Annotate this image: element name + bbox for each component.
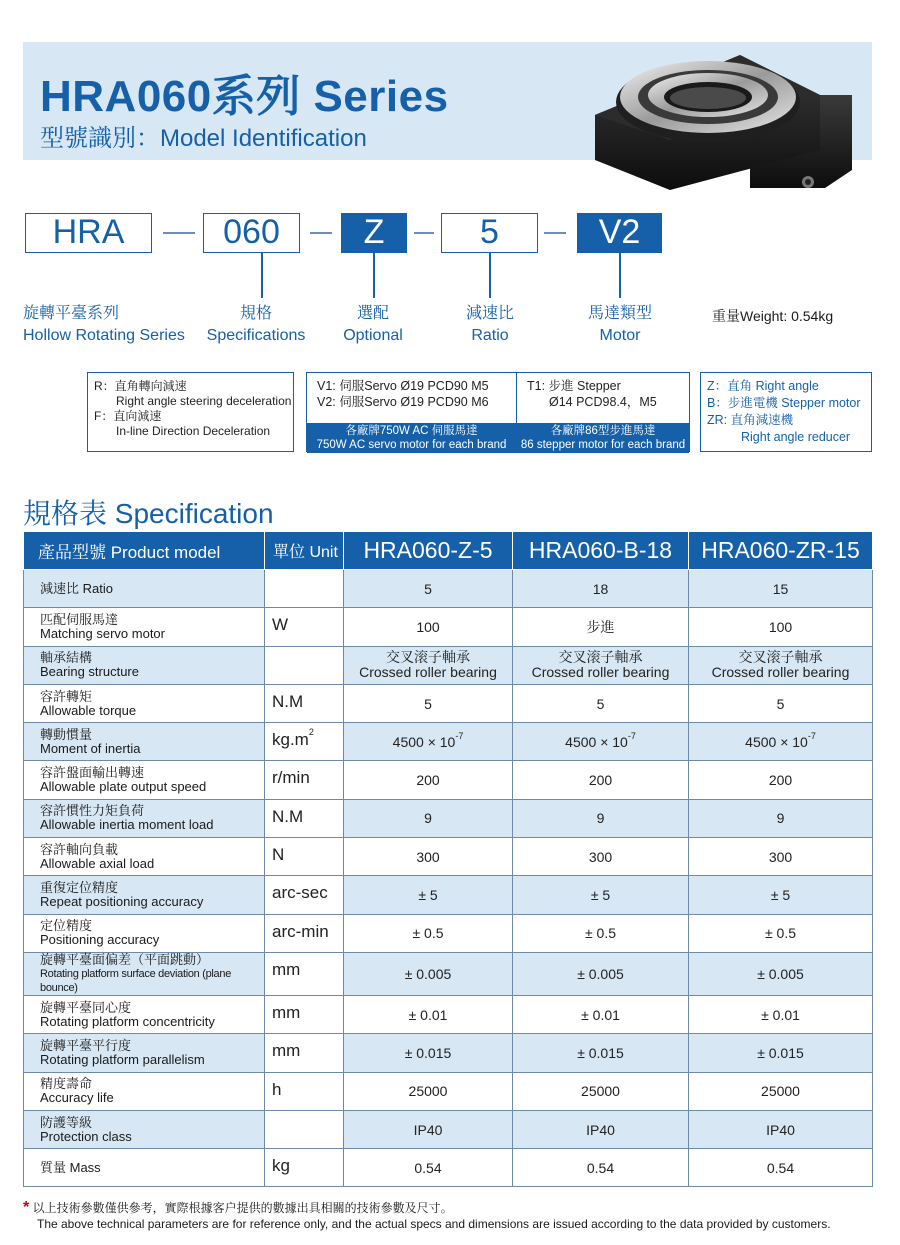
label-optional-zh: 選配 bbox=[356, 305, 389, 322]
param-value-text: 4500 × 10 bbox=[745, 733, 808, 750]
param-value-text: ± 0.005 bbox=[404, 965, 452, 982]
param-value bbox=[344, 1149, 513, 1187]
param-value-text: 4500 × 10 bbox=[565, 733, 628, 750]
header-model: HRA060-B-18 bbox=[513, 532, 689, 570]
param-value-text: ± 0.01 bbox=[581, 1006, 620, 1023]
note-t1: T1: 步進 Stepper bbox=[527, 379, 621, 393]
param-value bbox=[689, 952, 873, 995]
param-name-zh: 容許軸向負載 bbox=[40, 841, 119, 857]
param-value bbox=[689, 1149, 873, 1187]
table-row bbox=[24, 570, 873, 608]
note-t1b: Ø14 PCD98.4，M5 bbox=[549, 395, 657, 409]
param-value bbox=[689, 684, 873, 722]
label-spec-zh: 規格 bbox=[239, 305, 272, 322]
param-value bbox=[689, 570, 873, 608]
table-row bbox=[24, 799, 873, 837]
param-name-en: Rotating platform concentricity bbox=[40, 1013, 215, 1029]
param-unit-text: N.M bbox=[272, 806, 304, 826]
param-value bbox=[513, 1034, 689, 1072]
param-value-text: ± 5 bbox=[590, 887, 611, 904]
param-value-text: 25000 bbox=[761, 1083, 800, 1100]
param-value bbox=[689, 761, 873, 799]
param-name-zh: 軸承結構 bbox=[40, 650, 93, 666]
param-value bbox=[344, 761, 513, 799]
param-unit-text: N.M bbox=[272, 691, 304, 711]
code-dash bbox=[163, 232, 195, 234]
connector-line bbox=[261, 253, 263, 298]
connector-line bbox=[489, 253, 491, 298]
table-row bbox=[24, 646, 873, 684]
table-row bbox=[24, 952, 873, 995]
param-value-text: IP40 bbox=[586, 1121, 615, 1138]
param-name-en: Allowable axial load bbox=[40, 855, 155, 871]
param-value-text: 200 bbox=[416, 772, 440, 789]
note-v1: V1: 伺服Servo Ø19 PCD90 M5 bbox=[317, 379, 489, 393]
param-unit bbox=[265, 684, 344, 722]
param-value-line: Crossed roller bearing bbox=[359, 664, 497, 681]
param-value bbox=[344, 838, 513, 876]
param-value-text: ± 5 bbox=[418, 887, 438, 904]
label-motor-zh: 馬達類型 bbox=[587, 305, 652, 322]
param-name bbox=[24, 684, 265, 722]
param-name-zh: 精度壽命 bbox=[40, 1076, 93, 1092]
param-unit bbox=[265, 799, 344, 837]
param-value-text: 0.54 bbox=[766, 1159, 795, 1176]
param-value-sup: -7 bbox=[455, 730, 464, 741]
param-unit-text: r/min bbox=[272, 768, 310, 788]
param-value-text: 100 bbox=[768, 618, 793, 635]
param-unit bbox=[265, 646, 344, 684]
param-name-en: Rotating platform parallelism bbox=[40, 1051, 205, 1067]
param-unit-text: mm bbox=[272, 1041, 301, 1061]
label-optional bbox=[323, 303, 423, 347]
param-unit-text: mm bbox=[272, 1002, 301, 1022]
param-value bbox=[689, 995, 873, 1033]
param-value bbox=[344, 995, 513, 1033]
note-servo-band bbox=[307, 423, 516, 453]
note-v2: V2: 伺服Servo Ø19 PCD90 M6 bbox=[317, 395, 489, 409]
param-unit-text: mm bbox=[272, 959, 301, 979]
param-value bbox=[513, 608, 689, 646]
note-servo bbox=[307, 373, 517, 453]
param-value-text: 步進 bbox=[586, 618, 615, 635]
param-unit bbox=[265, 570, 344, 608]
label-ratio-zh: 減速比 bbox=[465, 305, 514, 322]
param-name-zh: 減速比 Ratio bbox=[40, 580, 113, 596]
note-f-en: In-line Direction Deceleration bbox=[116, 424, 271, 438]
spec-header-row bbox=[24, 532, 873, 570]
param-unit-sup: 2 bbox=[308, 727, 314, 738]
param-value-text: 200 bbox=[588, 772, 613, 789]
param-value bbox=[344, 1110, 513, 1148]
param-value-text: 4500 × 10 bbox=[392, 733, 456, 750]
connector-line bbox=[619, 253, 621, 298]
param-unit-text: h bbox=[272, 1079, 282, 1099]
label-optional-en: Optional bbox=[343, 327, 403, 344]
connector-line bbox=[373, 253, 375, 298]
param-name-en: Bearing structure bbox=[40, 664, 139, 680]
param-value bbox=[689, 914, 873, 952]
param-name bbox=[24, 1072, 265, 1110]
param-value bbox=[689, 646, 873, 684]
param-unit bbox=[265, 914, 344, 952]
header-model: HRA060-ZR-15 bbox=[689, 532, 873, 570]
footnote bbox=[23, 1200, 831, 1232]
note-zr: ZR: 直角減速機 bbox=[707, 413, 794, 427]
param-value bbox=[513, 995, 689, 1033]
param-value bbox=[513, 1072, 689, 1110]
label-series bbox=[23, 303, 193, 347]
param-name-en: Protection class bbox=[40, 1128, 132, 1144]
param-value bbox=[344, 570, 513, 608]
param-value bbox=[689, 608, 873, 646]
param-unit bbox=[265, 723, 344, 761]
param-value bbox=[689, 723, 873, 761]
param-value bbox=[344, 1072, 513, 1110]
param-value bbox=[513, 876, 689, 914]
label-motor bbox=[570, 303, 670, 347]
param-value-text: 5 bbox=[424, 695, 432, 712]
param-value bbox=[689, 1034, 873, 1072]
param-name bbox=[24, 723, 265, 761]
footnote-star: * bbox=[23, 1199, 30, 1216]
note-servo-band-zh: 各廠牌750W AC 伺服馬達 bbox=[345, 425, 478, 437]
param-value bbox=[344, 1034, 513, 1072]
note-direction bbox=[87, 372, 294, 452]
param-name bbox=[24, 1149, 265, 1187]
param-value-text: 9 bbox=[596, 810, 605, 827]
param-name-zh: 旋轉平臺平行度 bbox=[40, 1037, 132, 1053]
param-value bbox=[513, 799, 689, 837]
param-name-en: Moment of inertia bbox=[40, 740, 141, 756]
code-dash bbox=[310, 232, 332, 234]
param-value bbox=[513, 952, 689, 995]
param-name-zh: 質量 Mass bbox=[40, 1159, 101, 1175]
param-name-en: Repeat positioning accuracy bbox=[40, 894, 204, 910]
param-value-text: 0.54 bbox=[586, 1159, 615, 1176]
param-value bbox=[513, 838, 689, 876]
param-value bbox=[689, 876, 873, 914]
param-unit bbox=[265, 761, 344, 799]
param-value bbox=[689, 1072, 873, 1110]
param-value-text: ± 0.5 bbox=[584, 925, 617, 942]
note-stepper-band-en: 86 stepper motor for each brand bbox=[520, 439, 686, 451]
param-value-text: ± 5 bbox=[770, 887, 791, 904]
param-value-line: 交叉滚子軸承 bbox=[558, 649, 643, 666]
param-name-en: Positioning accuracy bbox=[40, 932, 160, 948]
param-name bbox=[24, 876, 265, 914]
param-name-zh: 防護等級 bbox=[40, 1114, 93, 1130]
param-unit-text: N bbox=[272, 845, 285, 865]
label-spec bbox=[196, 303, 316, 347]
note-servo-band-en: 750W AC servo motor for each brand bbox=[316, 439, 507, 451]
code-box-motor: V2 bbox=[577, 213, 662, 253]
param-value-sup: -7 bbox=[807, 730, 816, 741]
param-unit-text: arc-min bbox=[272, 921, 329, 941]
label-spec-en: Specifications bbox=[206, 327, 306, 344]
param-name bbox=[24, 952, 265, 995]
label-ratio-en: Ratio bbox=[471, 327, 509, 344]
param-unit bbox=[265, 952, 344, 995]
param-value-text: 18 bbox=[592, 580, 609, 597]
param-unit bbox=[265, 1110, 344, 1148]
param-value-line: 交叉滚子軸承 bbox=[738, 649, 823, 666]
param-value-text: 300 bbox=[768, 848, 793, 865]
header-model: HRA060-Z-5 bbox=[344, 532, 513, 570]
param-value-sup: -7 bbox=[627, 730, 636, 741]
param-value-line: Crossed roller bearing bbox=[531, 664, 670, 681]
label-ratio bbox=[440, 303, 540, 347]
code-box-optional: Z bbox=[341, 213, 407, 253]
footnote-en: The above technical parameters are for reference only, and the actual specs and dimensions are issued according to the data provided by customers. bbox=[37, 1217, 831, 1231]
table-row bbox=[24, 995, 873, 1033]
label-series-en: Hollow Rotating Series bbox=[23, 327, 185, 344]
param-value-text: 25000 bbox=[581, 1083, 620, 1100]
param-value-text: 300 bbox=[588, 848, 613, 865]
table-row bbox=[24, 876, 873, 914]
param-name-zh: 旋轉平臺同心度 bbox=[40, 999, 132, 1015]
note-r-en: Right angle steering deceleration bbox=[116, 394, 292, 408]
code-box-ratio: 5 bbox=[441, 213, 538, 253]
param-name bbox=[24, 646, 265, 684]
note-b: B：步進電機 Stepper motor bbox=[707, 396, 861, 410]
table-row bbox=[24, 1072, 873, 1110]
note-z: Z：直角 Right angle bbox=[707, 379, 819, 393]
param-name-en: Allowable plate output speed bbox=[40, 779, 207, 795]
param-value-text: ± 0.5 bbox=[764, 925, 797, 942]
param-value-text: 300 bbox=[416, 848, 440, 865]
table-row bbox=[24, 1149, 873, 1187]
param-unit bbox=[265, 876, 344, 914]
param-unit bbox=[265, 608, 344, 646]
param-value-text: 5 bbox=[776, 695, 785, 712]
param-value-text: ± 0.01 bbox=[761, 1006, 800, 1023]
param-value-text: IP40 bbox=[413, 1121, 443, 1138]
param-value bbox=[513, 684, 689, 722]
param-value bbox=[344, 684, 513, 722]
label-series-zh: 旋轉平臺系列 bbox=[23, 305, 120, 322]
code-dash bbox=[544, 232, 566, 234]
param-name-zh: 轉動慣量 bbox=[40, 726, 93, 742]
param-value-text: 9 bbox=[776, 810, 785, 827]
param-value bbox=[344, 876, 513, 914]
param-name bbox=[24, 914, 265, 952]
weight-label: 重量Weight: 0.54kg bbox=[712, 308, 834, 324]
param-value-text: 5 bbox=[424, 580, 432, 597]
param-value bbox=[513, 1110, 689, 1148]
param-unit bbox=[265, 995, 344, 1033]
table-row bbox=[24, 1034, 873, 1072]
note-optional-codes bbox=[700, 372, 872, 452]
table-row bbox=[24, 684, 873, 722]
param-name bbox=[24, 570, 265, 608]
param-name-zh: 容許盤面輸出轉速 bbox=[40, 765, 145, 781]
note-zr-en: Right angle reducer bbox=[741, 430, 851, 444]
param-value bbox=[344, 952, 513, 995]
code-box-series: HRA bbox=[25, 213, 152, 253]
param-value bbox=[513, 646, 689, 684]
param-value bbox=[344, 646, 513, 684]
product-image bbox=[590, 40, 860, 210]
param-name-en: Accuracy life bbox=[40, 1090, 114, 1106]
param-value-text: 100 bbox=[416, 618, 440, 635]
param-name bbox=[24, 1034, 265, 1072]
param-value bbox=[344, 608, 513, 646]
param-name bbox=[24, 608, 265, 646]
param-value-text: IP40 bbox=[766, 1121, 795, 1138]
param-value bbox=[344, 799, 513, 837]
page-subtitle: 型號識別：Model Identification bbox=[40, 125, 367, 152]
param-value-text: 15 bbox=[772, 580, 789, 597]
param-name-zh: 匹配伺服馬達 bbox=[40, 611, 119, 627]
param-value-text: 200 bbox=[768, 772, 793, 789]
param-name-en: Matching servo motor bbox=[40, 625, 165, 641]
param-name-zh: 重復定位精度 bbox=[40, 880, 119, 896]
param-unit-text: W bbox=[272, 615, 289, 635]
table-row bbox=[24, 838, 873, 876]
param-value-text: ± 0.5 bbox=[412, 925, 444, 942]
spec-title: 規格表 Specification bbox=[23, 498, 274, 529]
note-stepper-band bbox=[517, 423, 689, 453]
param-name-en: Allowable inertia moment load bbox=[40, 817, 214, 833]
param-value bbox=[513, 570, 689, 608]
param-unit-text: kg bbox=[272, 1156, 290, 1176]
param-value bbox=[513, 761, 689, 799]
spec-table bbox=[23, 531, 873, 1187]
header-unit: 單位 Unit bbox=[265, 532, 344, 570]
param-value-text: 25000 bbox=[408, 1083, 448, 1100]
param-value bbox=[689, 799, 873, 837]
table-row bbox=[24, 608, 873, 646]
param-value-text: ± 0.015 bbox=[577, 1044, 624, 1061]
param-value bbox=[513, 914, 689, 952]
param-name bbox=[24, 761, 265, 799]
page-title: HRA060系列 Series bbox=[40, 72, 449, 121]
param-unit-text: kg.m bbox=[272, 730, 309, 750]
table-row bbox=[24, 914, 873, 952]
param-value-text: 5 bbox=[596, 695, 605, 712]
param-name bbox=[24, 799, 265, 837]
param-name-zh: 容許慣性力矩負荷 bbox=[40, 803, 145, 819]
label-motor-en: Motor bbox=[599, 327, 641, 344]
param-unit-text: arc-sec bbox=[272, 883, 328, 903]
param-value bbox=[344, 914, 513, 952]
param-name-en: Rotating platform surface deviation (plane bounce) bbox=[40, 967, 232, 994]
param-value-text: 9 bbox=[424, 810, 432, 827]
note-motor bbox=[306, 372, 690, 452]
param-unit bbox=[265, 838, 344, 876]
param-unit bbox=[265, 1072, 344, 1110]
param-value-text: ± 0.015 bbox=[757, 1044, 804, 1061]
param-name-zh: 旋轉平臺面偏差（平面跳動） bbox=[40, 951, 210, 967]
param-name bbox=[24, 838, 265, 876]
table-row bbox=[24, 723, 873, 761]
param-value bbox=[689, 838, 873, 876]
param-value-line: Crossed roller bearing bbox=[711, 664, 850, 681]
param-value-text: ± 0.005 bbox=[757, 965, 804, 982]
param-value-text: 0.54 bbox=[414, 1159, 442, 1176]
note-r-line: R：直角轉向減速 bbox=[94, 379, 187, 393]
note-stepper bbox=[517, 373, 689, 453]
table-row bbox=[24, 1110, 873, 1148]
param-value-text: ± 0.01 bbox=[408, 1006, 448, 1023]
param-value bbox=[689, 1110, 873, 1148]
code-dash bbox=[414, 232, 434, 234]
param-value-text: ± 0.015 bbox=[404, 1044, 452, 1061]
note-f-line: F：直向減速 bbox=[94, 409, 162, 423]
param-value bbox=[344, 723, 513, 761]
note-stepper-band-zh: 各廠牌86型步進馬達 bbox=[550, 425, 656, 437]
param-value bbox=[513, 723, 689, 761]
param-value-line: 交叉滚子軸承 bbox=[386, 649, 470, 666]
param-value-text: ± 0.005 bbox=[577, 965, 624, 982]
param-unit bbox=[265, 1034, 344, 1072]
param-name-zh: 容許轉矩 bbox=[40, 688, 93, 704]
table-row bbox=[24, 761, 873, 799]
footnote-zh: 以上技術參數僅供參考，實際根據客户提供的數據出具相關的技術參數及尺寸。 bbox=[32, 1201, 453, 1215]
param-value bbox=[513, 1149, 689, 1187]
param-name-en: Allowable torque bbox=[40, 702, 137, 718]
header-product: 產品型號 Product model bbox=[24, 532, 265, 570]
param-unit bbox=[265, 1149, 344, 1187]
param-name bbox=[24, 1110, 265, 1148]
param-name bbox=[24, 995, 265, 1033]
code-box-spec: 060 bbox=[203, 213, 300, 253]
param-name-zh: 定位精度 bbox=[40, 918, 93, 934]
